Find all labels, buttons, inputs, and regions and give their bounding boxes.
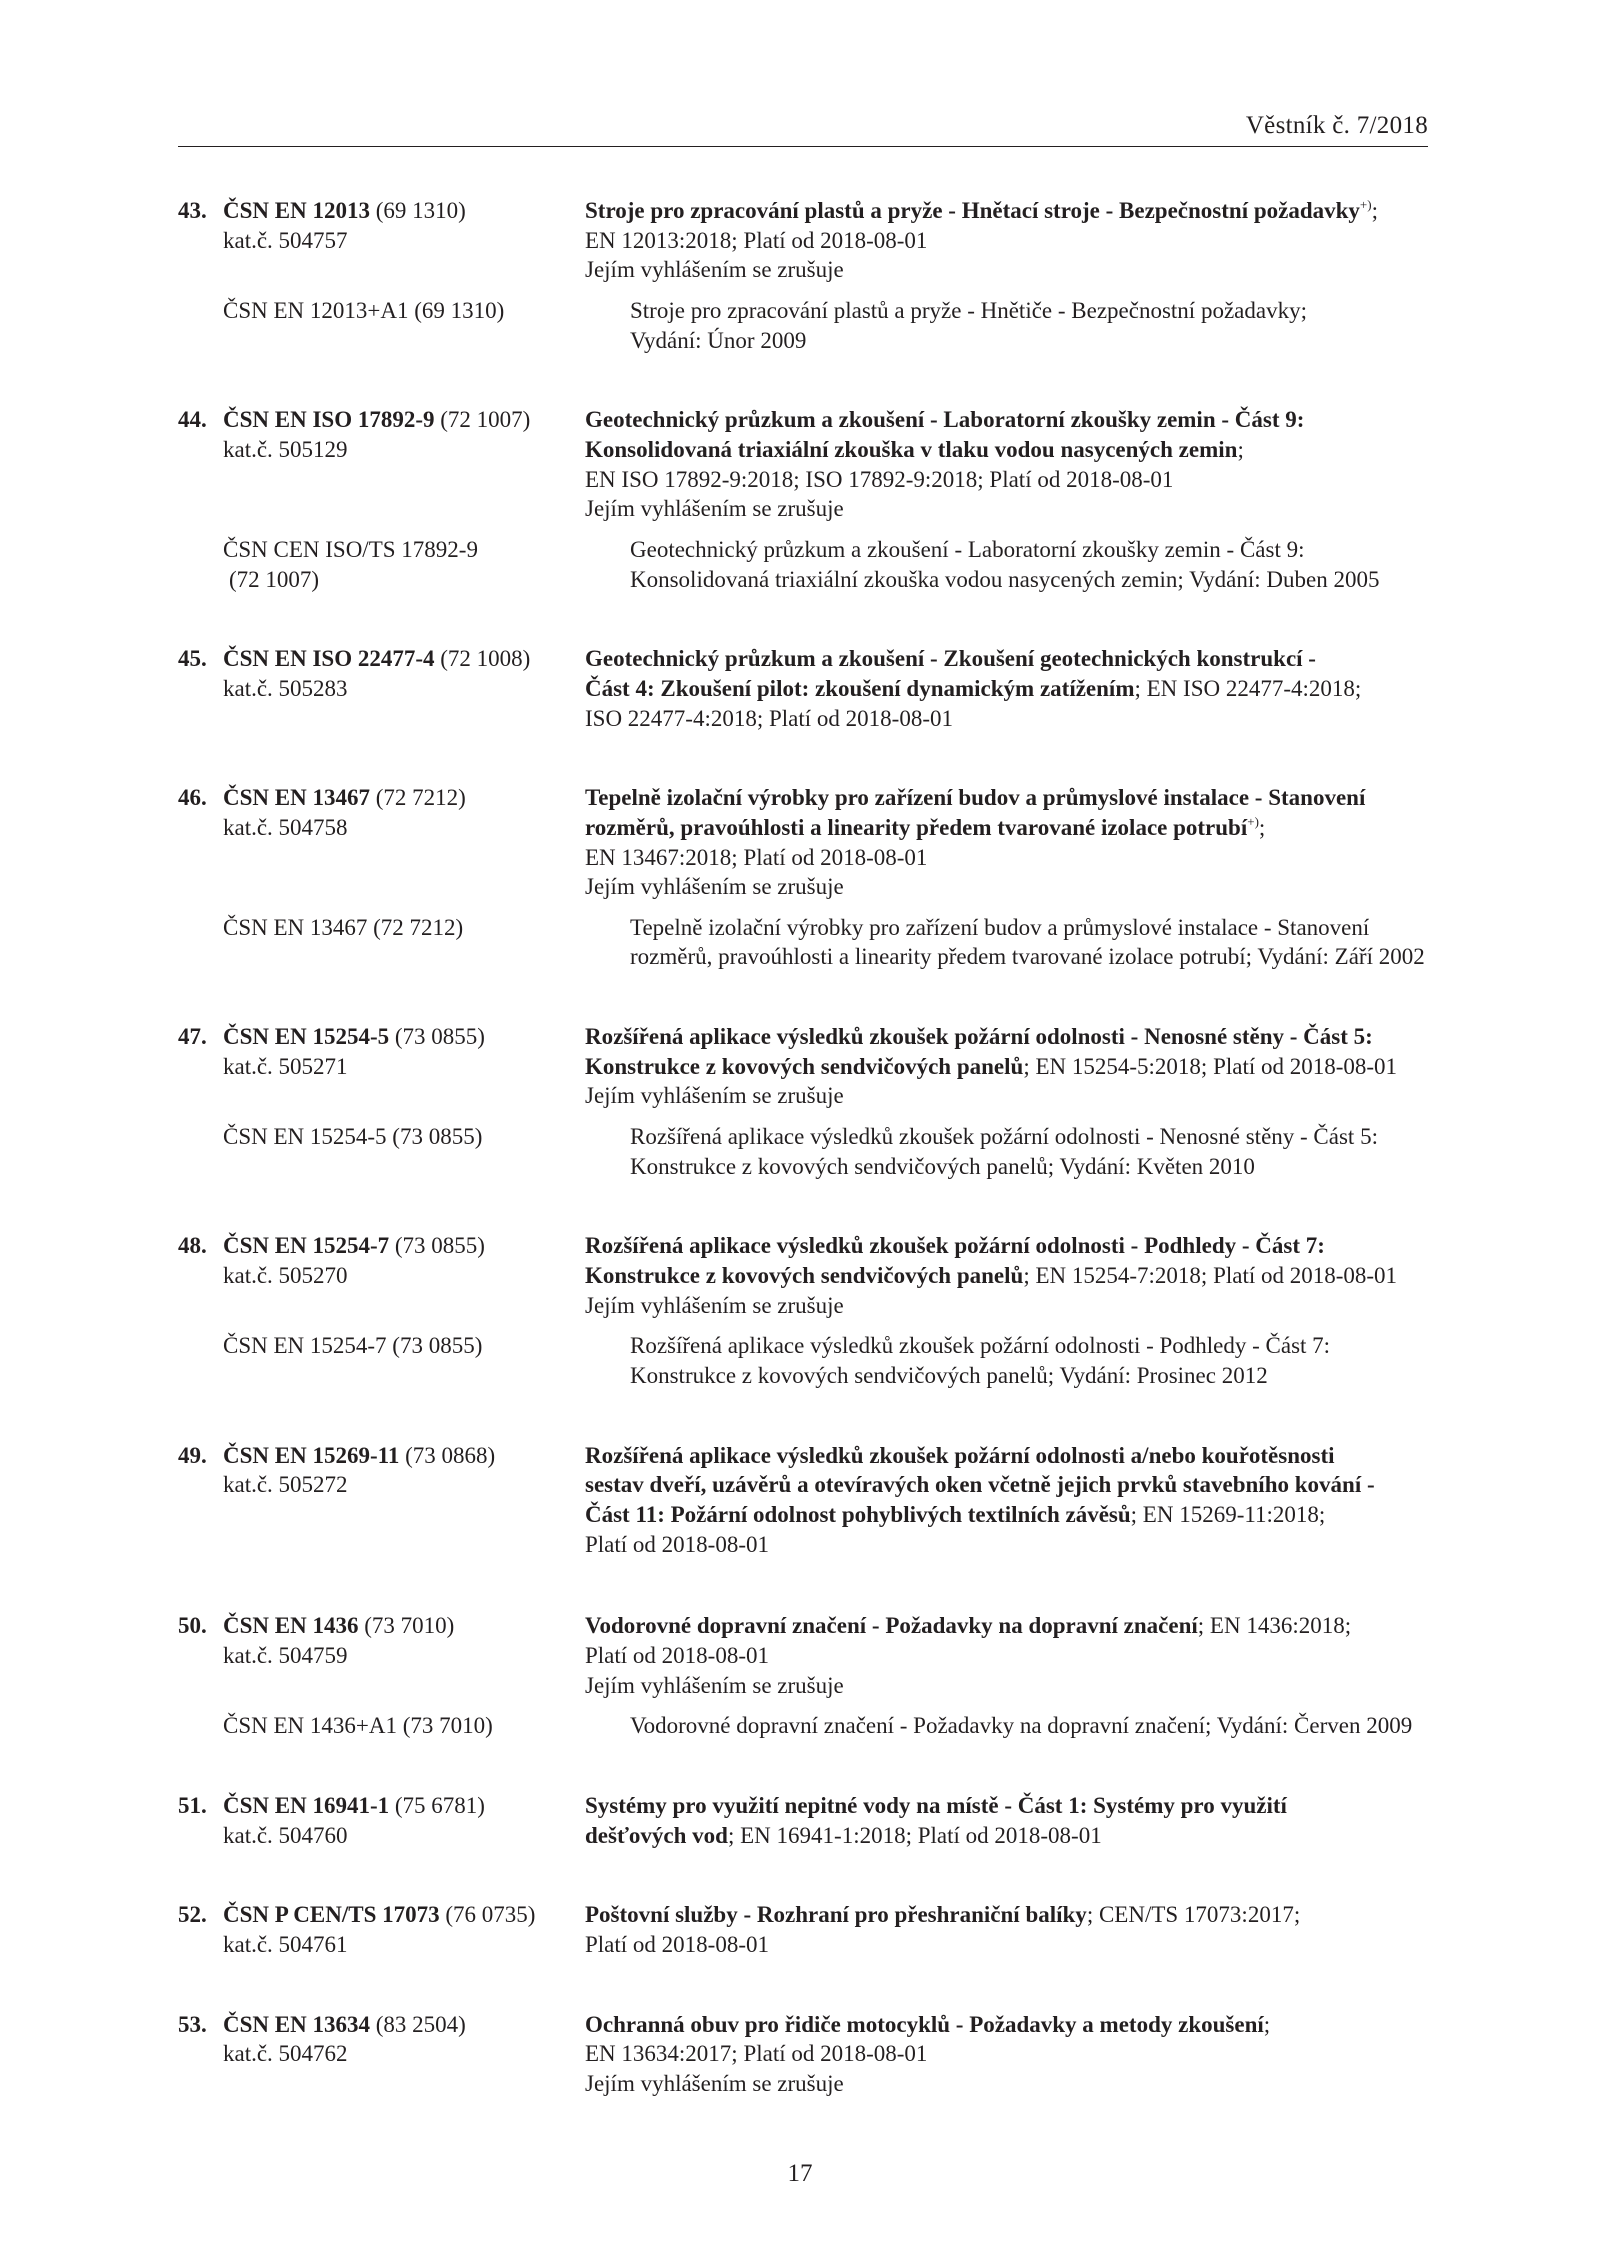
standard-entry-48 <box>178 1231 1438 1390</box>
catalog-number: kat.č. 504759 <box>223 1642 348 1668</box>
standard-description: Systémy pro využití nepitné vody na místě - Část 1: Systémy pro využití dešťových vod; EN 16941-1:2018; Platí od 2018-08-01 <box>585 1792 1287 1848</box>
catalog-number: kat.č. 505283 <box>223 675 348 701</box>
new-standard-row <box>178 1791 1438 1850</box>
standard-id-block <box>178 1900 585 1959</box>
entry-number: 51. <box>178 1792 207 1818</box>
validity-line: Platí od 2018-08-01 <box>585 1531 769 1557</box>
entry-number: 47. <box>178 1024 207 1050</box>
standard-title: Tepelně izolační výrobky pro zařízení budov a průmyslové instalace - Stanovení <box>585 785 1366 811</box>
classification-code: (72 1007) <box>434 407 531 433</box>
withdrawn-standard-row <box>178 1122 1438 1181</box>
standard-id-block <box>178 1611 585 1670</box>
entry-number: 46. <box>178 785 207 811</box>
standard-entry-50 <box>178 1611 1438 1741</box>
new-standard-row <box>178 1441 1438 1560</box>
entry-number: 44. <box>178 407 207 433</box>
catalog-number: kat.č. 504762 <box>223 2041 348 2067</box>
standard-entry-47 <box>178 1022 1438 1181</box>
standard-title: Rozšířená aplikace výsledků zkoušek požární odolnosti - Podhledy - Část 7: <box>585 1233 1325 1259</box>
standard-description: Rozšířená aplikace výsledků zkoušek požární odolnosti a/nebo kouřotěsnosti sestav dveří, uzávěrů a otevíravých oken včetně jejich prvků stavebního kování - Část 11: Požární odolnost pohyblivých textilních závěsů; EN 15269-11:2018; Platí od 2018-08-01 <box>585 1441 1438 1560</box>
classification-code: (72 7212) <box>369 785 466 811</box>
standard-id-block <box>178 1441 585 1500</box>
standard-code: ČSN EN 1436 <box>223 1613 359 1639</box>
classification-code: (75 6781) <box>389 1792 485 1818</box>
new-standard-row <box>178 1022 1438 1111</box>
withdrawn-standard-code: ČSN CEN ISO/TS 17892-9 (72 1007) <box>223 536 478 592</box>
catalog-number: kat.č. 504761 <box>223 1931 348 1957</box>
validity-line: EN ISO 17892-9:2018; ISO 17892-9:2018; Platí od 2018-08-01 <box>585 466 1174 492</box>
standard-code: ČSN EN 16941-1 <box>223 1792 390 1818</box>
standard-description: Vodorovné dopravní značení - Požadavky na dopravní značení; EN 1436:2018; Platí od 2018-08-01 Jejím vyhlášením se zrušuje <box>585 1611 1438 1700</box>
standard-description: Rozšířená aplikace výsledků zkoušek požární odolnosti - Podhledy - Část 7: Konstrukce z kovových sendvičových panelů; EN 15254-7:2018; Platí od 2018-08-01 Jejím vyhlášením se zrušuje <box>585 1231 1438 1320</box>
entry-number: 53. <box>178 2011 207 2037</box>
withdrawn-standard-description: Vodorovné dopravní značení - Požadavky na dopravní značení; Vydání: Červen 2009 <box>630 1713 1413 1739</box>
new-standard-row <box>178 196 1438 285</box>
new-standard-row <box>178 405 1438 524</box>
withdrawn-standard-code: ČSN EN 15254-7 (73 0855) <box>223 1333 483 1359</box>
standard-code: ČSN EN ISO 22477-4 <box>223 646 435 672</box>
bulletin-title: Věstník č. 7/2018 <box>1245 112 1428 139</box>
standard-title: Geotechnický průzkum a zkoušení - Laboratorní zkoušky zemin - Část 9: <box>585 407 1305 433</box>
replaces-note: Jejím vyhlášením se zrušuje <box>585 2070 844 2096</box>
standard-id-block <box>178 2010 585 2069</box>
standard-entry-52 <box>178 1900 1438 1959</box>
standard-title: Rozšířená aplikace výsledků zkoušek požární odolnosti - Nenosné stěny - Část 5: <box>585 1024 1373 1050</box>
standard-code: ČSN EN 15254-7 <box>223 1233 390 1259</box>
catalog-number: kat.č. 505272 <box>223 1472 348 1498</box>
new-standard-row <box>178 1231 1438 1320</box>
standard-title: Rozšířená aplikace výsledků zkoušek požární odolnosti a/nebo kouřotěsnosti <box>585 1442 1335 1468</box>
new-standard-row <box>178 644 1438 733</box>
validity-line: EN 12013:2018; Platí od 2018-08-01 <box>585 227 928 253</box>
standard-id-block <box>178 783 585 842</box>
catalog-number: kat.č. 504760 <box>223 1822 348 1848</box>
standard-title: Systémy pro využití nepitné vody na místě - Část 1: Systémy pro využití <box>585 1792 1287 1818</box>
withdrawn-standard-row <box>178 1711 1438 1741</box>
standard-description: Geotechnický průzkum a zkoušení - Zkoušení geotechnických konstrukcí - Část 4: Zkoušení pilot: zkoušení dynamickým zatížením; EN ISO 22477-4:2018; ISO 22477-4:2018; Platí od 2018-08-01 <box>585 644 1438 733</box>
standard-description: Poštovní služby - Rozhraní pro přeshraniční balíky; CEN/TS 17073:2017; Platí od 2018-08-01 <box>585 1900 1438 1959</box>
catalog-number: kat.č. 504758 <box>223 814 348 840</box>
standard-code: ČSN EN 13467 <box>223 785 370 811</box>
classification-code: (73 0855) <box>389 1024 485 1050</box>
withdrawn-standard-code: ČSN EN 13467 (72 7212) <box>223 914 464 940</box>
withdrawn-standard-description: Tepelně izolační výrobky pro zařízení budov a průmyslové instalace - Stanovení rozměrů, pravoúhlosti a linearity předem tvarované izolace potrubí; Vydání: Září 2002 <box>630 914 1425 970</box>
standard-entry-51 <box>178 1791 1438 1850</box>
entry-number: 48. <box>178 1233 207 1259</box>
standard-entry-44 <box>178 405 1438 594</box>
catalog-number: kat.č. 505270 <box>223 1263 348 1289</box>
standard-code: ČSN EN ISO 17892-9 <box>223 407 435 433</box>
classification-code: (69 1310) <box>369 198 466 223</box>
validity-line: ISO 22477-4:2018; Platí od 2018-08-01 <box>585 705 953 731</box>
replaces-note: Jejím vyhlášením se zrušuje <box>585 496 844 522</box>
replaces-note: Jejím vyhlášením se zrušuje <box>585 1672 844 1698</box>
standard-description: Ochranná obuv pro řidiče motocyklů - Požadavky a metody zkoušení; EN 13634:2017; Platí od 2018-08-01 Jejím vyhlášením se zrušuje <box>585 2010 1438 2099</box>
withdrawn-standard-description: Rozšířená aplikace výsledků zkoušek požární odolnosti - Podhledy - Část 7: Konstrukce z kovových sendvičových panelů; Vydání: Prosinec 2012 <box>630 1333 1331 1389</box>
validity-line: Platí od 2018-08-01 <box>585 1642 769 1668</box>
footnote-mark: +) <box>1247 813 1259 829</box>
standard-code: ČSN EN 15254-5 <box>223 1024 390 1050</box>
withdrawn-standard-code: ČSN EN 15254-5 (73 0855) <box>223 1124 483 1150</box>
page-number: 17 <box>787 2160 813 2187</box>
classification-code: (76 0735) <box>439 1902 536 1928</box>
standard-description: Rozšířená aplikace výsledků zkoušek požární odolnosti - Nenosné stěny - Část 5: Konstrukce z kovových sendvičových panelů; EN 15254-5:2018; Platí od 2018-08-01 Jejím vyhlášením se zrušuje <box>585 1022 1438 1111</box>
replaces-note: Jejím vyhlášením se zrušuje <box>585 874 844 900</box>
standards-list <box>178 196 1438 2149</box>
withdrawn-standard-row <box>178 913 1438 972</box>
classification-code: (83 2504) <box>369 2011 466 2037</box>
classification-code: (73 7010) <box>358 1613 455 1639</box>
standard-entry-49 <box>178 1441 1438 1560</box>
entry-number: 50. <box>178 1613 207 1639</box>
replaces-note: Jejím vyhlášením se zrušuje <box>585 1083 844 1109</box>
standard-description: Geotechnický průzkum a zkoušení - Laboratorní zkoušky zemin - Část 9: Konsolidovaná triaxiální zkouška v tlaku vodou nasycených zemin; EN ISO 17892-9:2018; ISO 17892-9:2018; Platí od 2018-08-01 Jejím vyhlášením se zrušuje <box>585 405 1438 524</box>
standard-entry-43 <box>178 196 1438 355</box>
withdrawn-standard-code: ČSN EN 12013+A1 (69 1310) <box>223 297 505 323</box>
standard-description: Stroje pro zpracování plastů a pryže - Hnětací stroje - Bezpečnostní požadavky+); EN 12013:2018; Platí od 2018-08-01 Jejím vyhlášením se zrušuje <box>585 196 1438 285</box>
standard-title: Vodorovné dopravní značení - Požadavky na dopravní značení <box>585 1613 1198 1639</box>
replaces-note: Jejím vyhlášením se zrušuje <box>585 1292 844 1318</box>
classification-code: (72 1008) <box>434 646 531 672</box>
withdrawn-standard-description: Rozšířená aplikace výsledků zkoušek požární odolnosti - Nenosné stěny - Část 5: Konstrukce z kovových sendvičových panelů; Vydání: Květen 2010 <box>630 1124 1378 1179</box>
entry-number: 43. <box>178 198 207 223</box>
new-standard-row <box>178 783 1438 902</box>
withdrawn-standard-row <box>178 1331 1438 1390</box>
standard-entry-53 <box>178 2010 1438 2099</box>
standard-title: Poštovní služby - Rozhraní pro přeshraniční balíky <box>585 1902 1087 1928</box>
validity-line: EN 13634:2017; Platí od 2018-08-01 <box>585 2041 928 2067</box>
validity-line: Platí od 2018-08-01 <box>585 1931 769 1957</box>
standard-title: Geotechnický průzkum a zkoušení - Zkoušení geotechnických konstrukcí - <box>585 646 1316 672</box>
entry-number: 49. <box>178 1442 207 1468</box>
classification-code: (73 0855) <box>389 1233 485 1259</box>
standard-code: ČSN P CEN/TS 17073 <box>223 1902 440 1928</box>
catalog-number: kat.č. 505129 <box>223 436 348 462</box>
entry-number: 52. <box>178 1902 207 1928</box>
standard-code: ČSN EN 12013 <box>223 198 370 223</box>
withdrawn-standard-code: ČSN EN 1436+A1 (73 7010) <box>223 1713 493 1739</box>
standard-id-block <box>178 1231 585 1290</box>
catalog-number: kat.č. 504757 <box>223 227 348 253</box>
footnote-mark: +) <box>1359 197 1372 212</box>
validity-line: EN 13467:2018; Platí od 2018-08-01 <box>585 844 928 870</box>
standard-entry-45 <box>178 644 1438 733</box>
standard-entry-46 <box>178 783 1438 972</box>
standard-title: Ochranná obuv pro řidiče motocyklů - Požadavky a metody zkoušení <box>585 2011 1264 2037</box>
standard-id-block <box>178 1022 585 1081</box>
catalog-number: kat.č. 505271 <box>223 1053 348 1079</box>
standard-code: ČSN EN 13634 <box>223 2011 370 2037</box>
new-standard-row <box>178 1611 1438 1700</box>
new-standard-row <box>178 1900 1438 1959</box>
withdrawn-standard-row <box>178 535 1438 594</box>
standard-id-block <box>178 405 585 464</box>
entry-number: 45. <box>178 646 207 672</box>
standard-id-block <box>178 644 585 703</box>
replaces-note: Jejím vyhlášením se zrušuje <box>585 257 844 283</box>
classification-code: (73 0868) <box>399 1442 496 1468</box>
standard-title: Stroje pro zpracování plastů a pryže - Hnětací stroje - Bezpečnostní požadavky <box>585 198 1360 223</box>
page-header <box>178 110 1428 147</box>
standard-code: ČSN EN 15269-11 <box>223 1442 400 1468</box>
withdrawn-standard-description: Geotechnický průzkum a zkoušení - Laboratorní zkoušky zemin - Část 9: Konsolidovaná triaxiální zkouška vodou nasycených zemin; Vydání: Duben 2005 <box>630 536 1380 592</box>
new-standard-row <box>178 2010 1438 2099</box>
withdrawn-standard-description: Stroje pro zpracování plastů a pryže - Hnětiče - Bezpečnostní požadavky; Vydání: Únor 2009 <box>630 297 1307 353</box>
withdrawn-standard-row <box>178 296 1438 355</box>
standard-id-block <box>178 1791 585 1850</box>
standard-id-block <box>178 196 585 255</box>
standard-description: Tepelně izolační výrobky pro zařízení budov a průmyslové instalace - Stanovení rozměrů, pravoúhlosti a linearity předem tvarované izolace potrubí+); EN 13467:2018; Platí od 2018-08-01 Jejím vyhlášením se zrušuje <box>585 783 1438 902</box>
